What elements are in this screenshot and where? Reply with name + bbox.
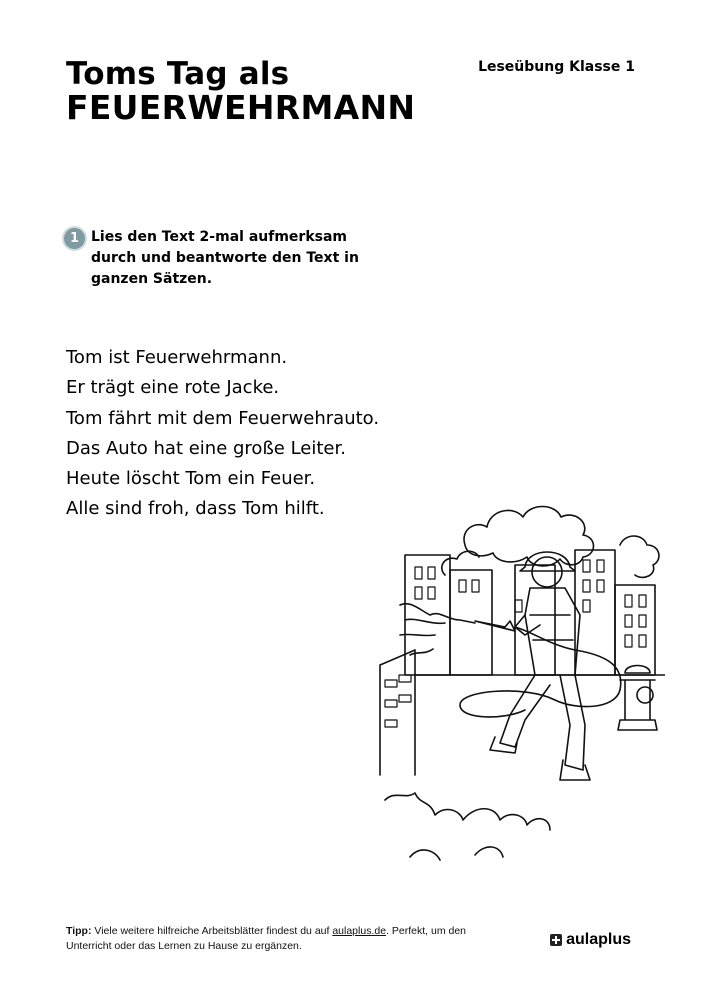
firefighter-leg-left [500,675,550,747]
firefighter-leg-right [560,675,585,770]
task-text-line: Lies den Text 2-mal aufmerksam [91,229,347,245]
story-line: Das Auto hat eine große Leiter. [66,437,346,459]
wall [380,650,415,775]
firefighter-jacket [525,588,580,675]
firefighter-head [532,557,562,587]
plus-square-icon [550,934,562,946]
story-line: Er trägt eine rote Jacke. [66,377,280,399]
tip-text: Viele weitere hilfreiche Arbeitsblätter findest du auf [91,925,333,937]
task-text-line: durch und beantworte den Text in [91,250,359,266]
boot-left [490,737,517,753]
title-line-2: FEUERWEHRMANN [66,87,416,127]
hose-nozzle [475,621,515,631]
building [615,585,655,675]
task-text-line: ganzen Sätzen. [91,271,213,287]
title-line-1: Toms Tag als [66,56,290,92]
fire-hydrant [618,680,657,730]
bushes [385,793,550,860]
brand-name: aulaplus [566,931,631,948]
smoke-cloud [464,507,593,566]
building [575,550,615,675]
tip-label: Tipp: [66,925,92,937]
worksheet-title [66,58,415,125]
aulaplus-link[interactable]: aulaplus.de [332,925,387,937]
task-text [91,227,381,290]
story-line: Heute löscht Tom ein Feuer. [66,468,316,490]
firefighter-illustration [375,475,665,865]
hydrant-cap [625,666,650,674]
story-line: Tom fährt mit dem Feuerwehrauto. [66,407,380,429]
story-line: Tom ist Feuerwehrmann. [66,347,288,368]
task-number-badge: 1 [64,228,85,249]
brand-logo [550,931,631,949]
smoke-cloud-right [620,536,659,577]
firefighter-helmet [520,552,575,571]
reading-text [66,343,379,525]
story-line: Alle sind froh, dass Tom hilft. [66,498,325,520]
subject-label: Leseübung Klasse 1 [478,59,635,75]
footer-tip [66,924,486,954]
water-spray [400,604,475,636]
tip-text-end: . Perfekt, um den Unterricht oder das Lernen zu Hause zu ergänzen. [66,925,467,952]
